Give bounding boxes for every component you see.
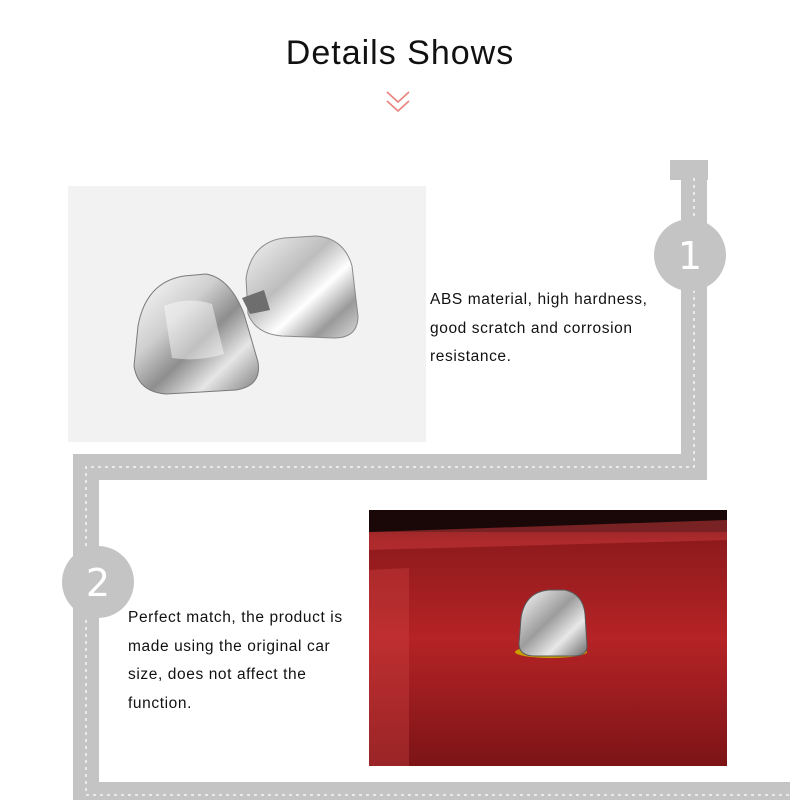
section-2-description: Perfect match, the product is made using the original car size, does not affect the function. xyxy=(128,609,343,712)
page-title: Details Shows xyxy=(285,34,515,72)
section-1-description: ABS material, high hardness, good scratch and corrosion resistance. xyxy=(430,291,648,365)
step-badge-1 xyxy=(654,219,726,291)
product-photo-installed xyxy=(369,510,727,766)
step-number-2: 2 xyxy=(85,561,111,605)
product-photo-covers xyxy=(68,186,426,442)
step-badge-2 xyxy=(62,546,134,618)
step-number-1: 1 xyxy=(677,234,703,278)
